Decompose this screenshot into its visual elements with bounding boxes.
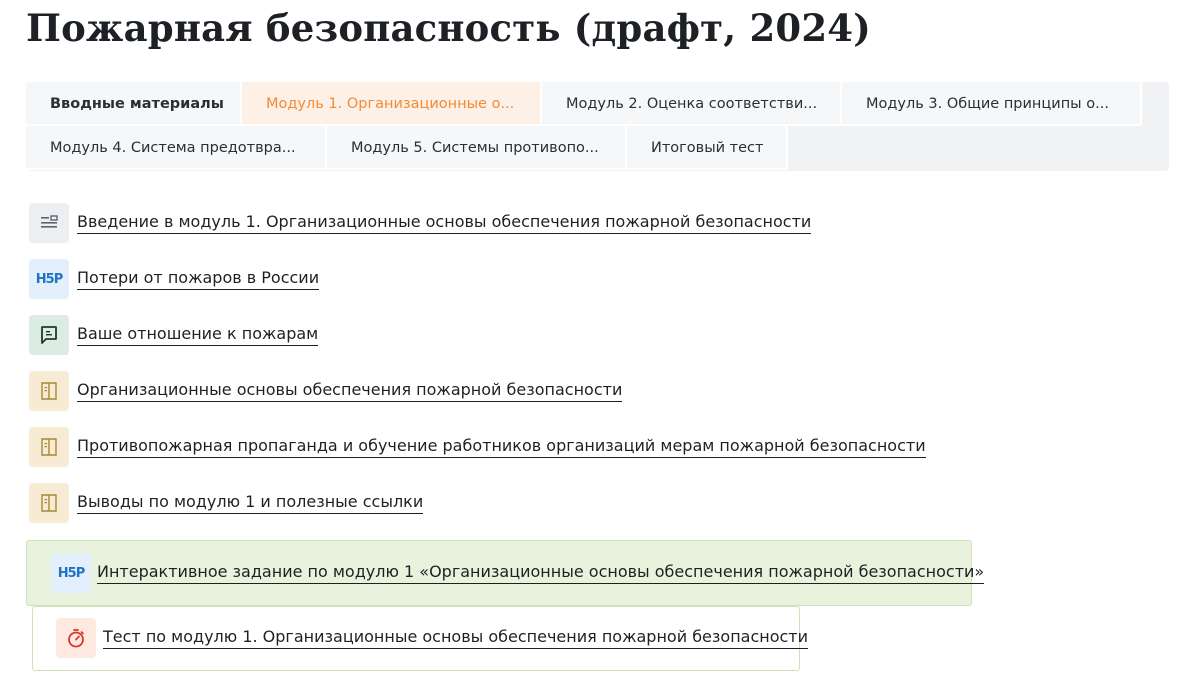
tab-final-test[interactable]: Итоговый тест — [627, 126, 788, 170]
tab-module-5[interactable]: Модуль 5. Системы противопо... — [327, 126, 627, 170]
activity-link[interactable]: Интерактивное задание по модулю 1 «Организационные основы обеспечения пожарной безопасности» — [97, 562, 984, 584]
tab-module-2[interactable]: Модуль 2. Оценка соответстви... — [542, 82, 842, 126]
book-icon — [29, 483, 69, 523]
activity-item — [29, 315, 318, 355]
activity-link[interactable]: Тест по модулю 1. Организационные основы обеспечения пожарной безопасности — [103, 627, 808, 649]
activity-link[interactable]: Введение в модуль 1. Организационные основы обеспечения пожарной безопасности — [77, 212, 811, 234]
activity-link[interactable]: Ваше отношение к пожарам — [77, 324, 318, 346]
h5p-icon: H5P — [51, 553, 91, 593]
activity-item — [29, 203, 811, 243]
activity-item — [56, 618, 808, 658]
activity-item — [29, 371, 622, 411]
tab-module-3[interactable]: Модуль 3. Общие принципы о... — [842, 82, 1142, 126]
book-icon — [29, 371, 69, 411]
tab-module-4[interactable]: Модуль 4. Система предотвра... — [26, 126, 327, 170]
tab-module-1[interactable]: Модуль 1. Организационные о... — [242, 82, 542, 126]
h5p-icon: H5P — [29, 259, 69, 299]
stopwatch-icon — [56, 618, 96, 658]
quiz-activity — [32, 606, 809, 671]
book-icon — [29, 427, 69, 467]
activity-item — [51, 553, 984, 593]
page-title: Пожарная безопасность (драфт, 2024) — [26, 6, 871, 50]
highlighted-activity — [26, 540, 985, 606]
activity-item — [29, 427, 926, 467]
activity-item — [29, 483, 423, 523]
activity-link[interactable]: Выводы по модулю 1 и полезные ссылки — [77, 492, 423, 514]
activity-link[interactable]: Организационные основы обеспечения пожарной безопасности — [77, 380, 622, 402]
page-icon — [29, 203, 69, 243]
feedback-icon — [29, 315, 69, 355]
module-tabs — [26, 82, 1169, 171]
tab-intro[interactable]: Вводные материалы — [26, 82, 242, 126]
activity-link[interactable]: Потери от пожаров в России — [77, 268, 319, 290]
activity-item — [29, 259, 319, 299]
activity-link[interactable]: Противопожарная пропаганда и обучение работников организаций мерам пожарной безопасности — [77, 436, 926, 458]
